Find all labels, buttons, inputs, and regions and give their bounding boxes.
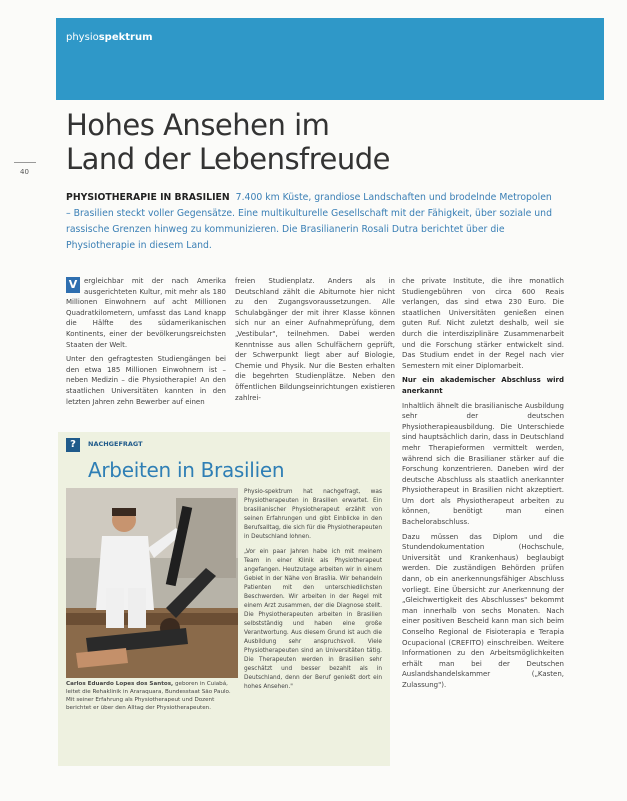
col3-paragraph-3: Dazu müssen das Diplom und die Stundendokumentation (Hochschule, Universität und Krankenhaus) beglaubigt werden. Die zuständigen Behörden prüfen dann, ob ein anerkennungsfähiger Abschluss vorliegt. Eine Übersicht zur Anerkennung der „Gleichwertigkeit des Abschlusses" bekommt man innerhalb von sechs Monaten. Nach einer positiven Bescheid kann man sich beim Conselho Regional de Fisioterapia e Terapia Ocupacional (CREFITO) einschreiben. Weitere Informationen zu den Arbeitsmöglichkeiten erhält man bei der Deutschen Auslandshandelskammer („Kasten, Zulassung").: [402, 532, 564, 689]
col1-paragraph-2: Unter den gefragtesten Studiengängen bei den etwa 185 Millionen Einwohnern ist – neben Medizin – die Physiotherapie! An den staatlichen Universitäten kannten in den letzten Jahren zehn Bewerber auf einen: [66, 355, 226, 406]
lead-text: 7.400 km Küste, grandiose Landschaften und brodelnde Metropolen – Brasilien steckt voller Gegensätze. Eine multikulturelle Gesellschaft mit der Fähigkeit, über soziale und rassische Grenzen hinweg zu kommunizieren. Die Brasilianerin Rosali Dutra berichtet über die Physiotherapie in diesem Land.: [66, 192, 552, 251]
col1-paragraph-1: ergleichbar mit der nach Amerika ausgerichteten Kultur, mit mehr als 180 Millionen Einwohnern auf acht Millionen Quadratkilometern, umfasst das Land knapp die Hälfte des südamerikanischen Kontinents, einer der bevölkerungsreichsten Staaten der Welt.: [66, 277, 226, 349]
caption-text: geboren in Cuiabá, leitet die Rehaklinik in Araraquara, Bundesstaat São Paulo. Mit seiner Erfahrung als Physiotherapeut und Dozent berichtet er über den Alltag der Physiotherapeuten.: [66, 681, 231, 711]
col3-paragraph-1: che private Institute, die ihre monatlich Studiengebühren von circa 600 Reais verlangen, das sind etwa 230 Euro. Die staatlichen Universitäten genießen einen guten Ruf. Nicht zuletzt deshalb, weil sie durch die interdisziplinäre Zusammenarbeit und die Forschung stärker entwickelt sind. Das Studium endet in der Regel nach vier Semestern mit einer Diplomarbeit.: [402, 277, 564, 370]
text-column-2: [235, 276, 395, 407]
text-column-3: [402, 276, 564, 766]
article-lead: [66, 190, 552, 254]
section-header-band: [56, 18, 604, 100]
col2-paragraph-1: freien Studienplatz. Anders als in Deutschland zählt die Abiturnote hier nicht zu den Zugangsvoraussetzungen. Alle Schulabgänger der mit ihrer Klasse können sich nur an einer Aufnahmeprüfung, dem „Vestibular", teilnehmen. Dabei werden Kenntnisse aus allen Schulfächern geprüft, der Schwerpunkt liegt aber auf Biologie, Chemie und Physik. Nur die Besten erhalten die begehrten Studienplätze. Neben den öffentlichen Bildungseinrichtungen existieren zahlrei-: [235, 277, 395, 402]
dropcap: V: [66, 277, 80, 293]
question-mark-icon: ?: [66, 438, 80, 452]
interview-box: [58, 432, 390, 766]
photo-caption: [66, 680, 238, 712]
interview-paragraph-1: Physio-spektrum hat nachgefragt, was Physiotherapeuten in Brasilien erwartet. Ein brasilianischer Physiotherapeut erzählt von seinen Erfahrungen und gibt Einblicke in den Berufsalltag, die sich für die Physiotherapeuten in Deutschland lohnen.: [244, 489, 382, 540]
article-title: Hohes Ansehen im Land der Lebensfreude: [66, 108, 391, 176]
therapy-photo-illustration: [66, 488, 238, 678]
col3-subheading: Nur ein akademischer Abschluss wird anerkannt: [402, 376, 564, 395]
col3-paragraph-2: Inhaltlich ähnelt die brasilianische Ausbildung sehr der deutschen Physiotherapieausbildung. Die Unterschiede sind hauptsächlich darin, dass in Deutschland mehr Therapieformen vermittelt werden, während sich die Brasilianer stärker auf die Forschung konzentrieren. Daneben wird der deutsche Abschluss als staatlich anerkannter Physiotherapeut in Brasilien nicht akzeptiert. Um dort als Physiotherapeut arbeiten zu können, benötigt man einen Bachelorabschluss.: [402, 401, 564, 527]
interview-paragraph-2: „Vor ein paar Jahren habe ich mit meinem Team in einer Klinik als Physiotherapeut angefangen. Heutzutage arbeiten wir in einem Gebiet in der Nähe von Brasília. Wir behandeln Patienten mit den unterschiedlichsten Beschwerden. Wir arbeiten in der Regel mit einem Arzt zusammen, der die Diagnose stellt. Die Physiotherapeuten arbeiten in Brasilien selbstständig und haben eine große Verantwortung. Aus diesem Grund ist auch die Ausbildung sehr anspruchsvoll. Viele Physiotherapeuten sind an Universitäten tätig. Die Therapeuten werden in Brasilien sehr geschätzt und besser bezahlt als in Deutschland, denn der Beruf genießt dort ein hohes Ansehen.": [244, 549, 382, 690]
page-number: 40: [20, 168, 29, 176]
page-number-rule: [14, 162, 36, 163]
caption-name: Carlos Eduardo Lopes dos Santos,: [66, 681, 174, 687]
section-suffix: spektrum: [98, 32, 153, 43]
interview-text: [244, 488, 382, 698]
box-label: NACHGEFRAGT: [88, 440, 143, 448]
therapy-photo: [66, 488, 238, 678]
article-kicker: PHYSIOTHERAPIE IN BRASILIEN: [66, 192, 230, 203]
section-tag: [66, 32, 153, 43]
section-prefix: physio: [66, 32, 99, 43]
text-column-1: [66, 276, 226, 411]
box-title: Arbeiten in Brasilien: [88, 458, 285, 482]
